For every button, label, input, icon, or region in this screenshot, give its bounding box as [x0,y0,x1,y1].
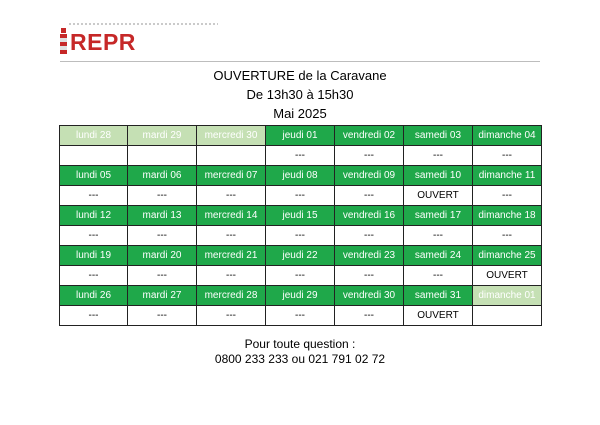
day-header-cell: jeudi 01 [266,126,335,146]
status-cell: OUVERT [404,186,473,206]
status-cell: --- [197,186,266,206]
opening-hours: De 13h30 à 15h30 [246,87,354,102]
status-cell: OUVERT [473,266,542,286]
status-cell: --- [60,226,128,246]
status-cell [197,146,266,166]
week-day-row [60,166,542,186]
week-day-row [60,286,542,306]
day-header-cell: mardi 20 [128,246,197,266]
status-cell [128,146,197,166]
week-status-row [60,306,542,326]
status-cell: --- [266,226,335,246]
day-header-cell: dimanche 01 [473,286,542,306]
contact-question: Pour toute question : [244,337,356,351]
month-label: Mai 2025 [273,106,327,121]
day-header-cell: samedi 17 [404,206,473,226]
day-header-cell: lundi 12 [60,206,128,226]
week-status-row [60,146,542,166]
week-status-row [60,186,542,206]
status-cell: --- [128,186,197,206]
day-header-cell: dimanche 25 [473,246,542,266]
status-cell: --- [266,266,335,286]
day-header-cell: samedi 10 [404,166,473,186]
status-cell: --- [266,306,335,326]
lighthouse-icon [60,28,67,54]
day-header-cell: vendredi 09 [335,166,404,186]
day-header-cell: vendredi 30 [335,286,404,306]
day-header-cell: lundi 28 [60,126,128,146]
status-cell: OUVERT [404,306,473,326]
day-header-cell: vendredi 23 [335,246,404,266]
status-cell: --- [197,226,266,246]
status-cell: --- [128,266,197,286]
week-status-row [60,226,542,246]
logo [60,22,260,56]
status-cell: --- [473,186,542,206]
day-header-cell: jeudi 22 [266,246,335,266]
day-header-cell: dimanche 18 [473,206,542,226]
day-header-cell: jeudi 15 [266,206,335,226]
header-divider [60,61,540,62]
day-header-cell: jeudi 29 [266,286,335,306]
status-cell: --- [335,186,404,206]
day-header-cell: vendredi 16 [335,206,404,226]
opening-calendar [59,125,542,326]
status-cell: --- [60,306,128,326]
status-cell: --- [404,146,473,166]
day-header-cell: lundi 19 [60,246,128,266]
logo-dots-decoration [68,22,218,27]
week-day-row [60,246,542,266]
day-header-cell: samedi 31 [404,286,473,306]
day-header-cell: jeudi 08 [266,166,335,186]
status-cell: --- [404,266,473,286]
week-status-row [60,266,542,286]
day-header-cell: dimanche 04 [473,126,542,146]
day-header-cell: lundi 05 [60,166,128,186]
day-header-cell: mardi 27 [128,286,197,306]
status-cell: --- [60,266,128,286]
status-cell: --- [335,306,404,326]
day-header-cell: mardi 06 [128,166,197,186]
status-cell: --- [60,186,128,206]
status-cell: --- [404,226,473,246]
day-header-cell: lundi 26 [60,286,128,306]
status-cell: --- [266,186,335,206]
day-header-cell: mardi 29 [128,126,197,146]
status-cell: --- [197,306,266,326]
title: OUVERTURE de la Caravane [213,68,387,83]
day-header-cell: samedi 03 [404,126,473,146]
day-header-cell: mercredi 14 [197,206,266,226]
week-day-row [60,206,542,226]
status-cell: --- [473,146,542,166]
status-cell: --- [335,146,404,166]
status-cell: --- [335,226,404,246]
logo-text: REPR [70,29,136,55]
status-cell: --- [128,226,197,246]
week-day-row [60,126,542,146]
status-cell: --- [128,306,197,326]
status-cell: --- [197,266,266,286]
day-header-cell: mercredi 21 [197,246,266,266]
header [0,66,600,123]
day-header-cell: dimanche 11 [473,166,542,186]
day-header-cell: mercredi 07 [197,166,266,186]
status-cell [473,306,542,326]
day-header-cell: vendredi 02 [335,126,404,146]
day-header-cell: samedi 24 [404,246,473,266]
day-header-cell: mercredi 28 [197,286,266,306]
status-cell: --- [335,266,404,286]
status-cell: --- [473,226,542,246]
status-cell: --- [266,146,335,166]
footer [0,337,600,367]
contact-phones: 0800 233 233 ou 021 791 02 72 [214,352,386,366]
status-cell [60,146,128,166]
day-header-cell: mardi 13 [128,206,197,226]
day-header-cell: mercredi 30 [197,126,266,146]
